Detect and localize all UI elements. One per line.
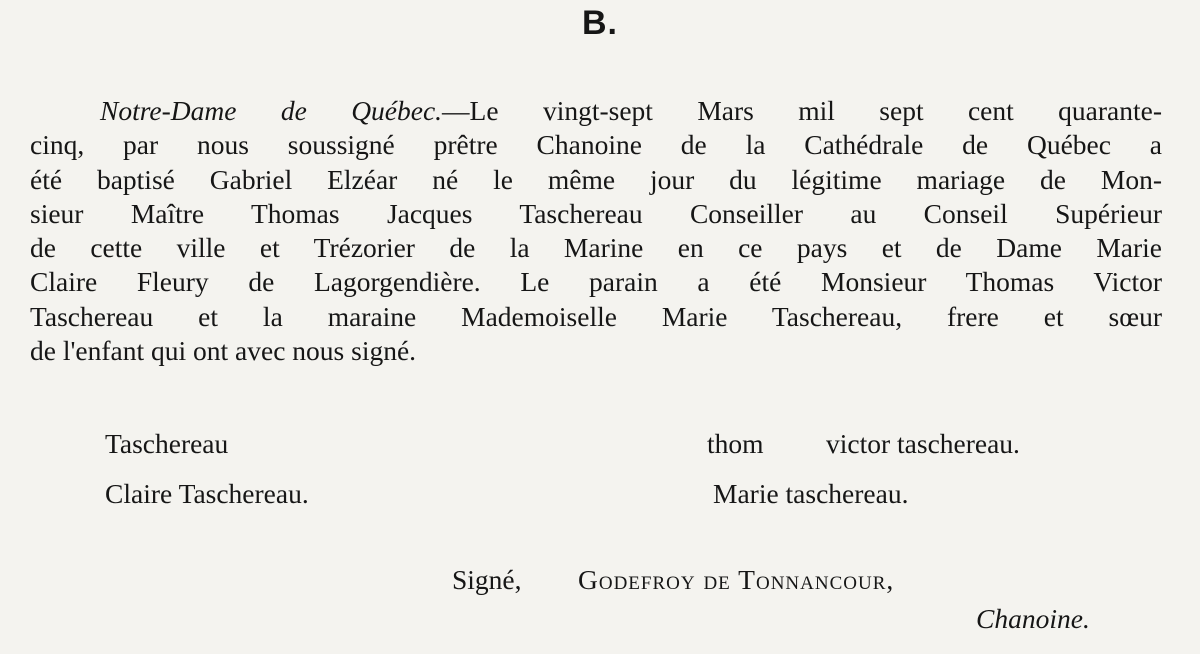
signature-victor-taschereau: victor taschereau. <box>826 428 1020 459</box>
officiant-title: Chanoine. <box>976 603 1090 634</box>
paragraph-line-4: sieur Maître Thomas Jacques Taschereau Conseiller au Conseil Supérieur <box>30 197 1162 229</box>
section-heading: B. <box>582 4 618 42</box>
signature-claire-taschereau: Claire Taschereau. <box>105 478 309 509</box>
em-dash: — <box>442 95 470 126</box>
paragraph-line-6: Claire Fleury de Lagorgendière. Le parain a été Monsieur Thomas Victor <box>30 266 1162 298</box>
baptism-record-paragraph <box>30 94 1162 368</box>
paragraph-line-3: été baptisé Gabriel Elzéar né le même jour du légitime mariage de Mon- <box>30 163 1162 195</box>
signature-taschereau: Taschereau <box>105 428 229 459</box>
signature-thom: thom <box>707 428 764 459</box>
signe-label: Signé, <box>452 564 522 595</box>
paragraph-line-5: de cette ville et Trézorier de la Marine en ce pays et de Dame Marie <box>30 232 1162 264</box>
paragraph-line-7: Taschereau et la maraine Mademoiselle Marie Taschereau, frere et sœur <box>30 300 1162 332</box>
paragraph-line-2: cinq, par nous soussigné prêtre Chanoine de la Cathédrale de Québec a <box>30 129 1162 161</box>
signature-marie-taschereau: Marie taschereau. <box>713 478 909 509</box>
line-text: Le vingt-sept Mars mil sept cent quarante- <box>469 95 1162 126</box>
paragraph-line-1 <box>30 94 1162 128</box>
place-name: Notre-Dame de Québec. <box>100 95 443 126</box>
officiant-name: Godefroy de Tonnancour, <box>578 564 895 595</box>
paragraph-line-8: de l'enfant qui ont avec nous signé. <box>30 335 417 367</box>
